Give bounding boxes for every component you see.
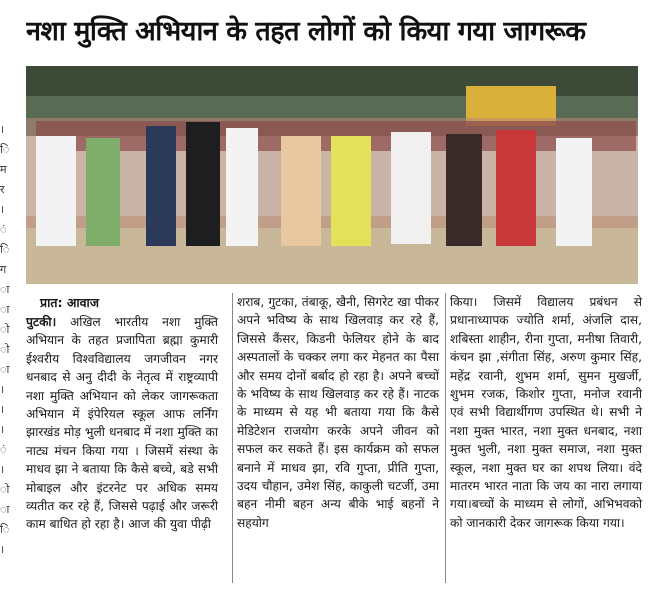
left-edge-clipped-text [0, 120, 10, 580]
group-photo-illustration [26, 66, 638, 284]
left-edge-char: ि [0, 243, 10, 256]
left-edge-char: ि [0, 143, 10, 156]
lead-place: पुटकी। [26, 315, 57, 329]
left-edge-char: ि [0, 523, 10, 536]
left-edge-char: । [0, 543, 5, 556]
left-edge-char: । [0, 403, 5, 416]
left-edge-char: ं [0, 223, 7, 236]
left-edge-char: ो [0, 483, 10, 496]
left-edge-char: । [0, 203, 5, 216]
article-text-3: किया। जिसमें विद्यालय प्रबंधन से प्रधानाध्यापक ज्योति शर्मा, अंजलि दास, शबिस्ता शाहीन, रीना गुप्ता, मनीषा तिवारी, कंचन झा ,संगीता सिंह, अरुण कुमार सिंह, महेंद्र रवानी, शुभम शर्मा, सुमन मुखर्जी, शुभम रजक, किशोर गुप्ता, मनोज रवानी एवं सभी विद्यार्थीगण उपस्थित थे। सभी ने नशा मुक्त भारत, नशा मुक्त धनबाद, नशा मुक्त भुली, नशा मुक्त समाज, नशा मुक्त स्कूल, नशा मुक्त घर का शपथ लिया। वंदे मातरम भारत नाता कि जय का नारा लगाया गया।बच्चों के माध्यम से लोगों, अभिभवको को जानकारी देकर जागरूक किया गया। [450, 295, 642, 530]
article-text-2: शराब, गुटका, तंबाकू, खैनी, सिगरेट खा पीकर अपने भविष्य के साथ खिलवाड़ कर रहे हैं, जिससे कैंसर, किडनी फेलियर होने के बाद अस्पतालों के चक्कर लगा कर मेहनत का पैसा और समय दोनों बर्बाद हो रहा है। अपने बच्चों के भविष्य के साथ खिलवाड़ कर रहे हैं। नाटक के माध्यम से यह भी बताया गया कि कैसे मेडिटेशन राजयोग करके अपने जीवन को सफल कर सकते हैं। इस कार्यक्रम को सफल बनाने में माधव झा, रवि गुप्ता, प्रीति गुप्ता, उदय चौहान, उमेश सिंह, काकुली चटर्जी, उमा बहन नीमी बहन अन्य बीके भाई बहनों ने सहयोग [237, 295, 439, 530]
article-column-2 [232, 293, 439, 583]
headline: नशा मुक्ति अभियान के तहत लोगों को किया गया जागरूक [26, 16, 586, 47]
left-edge-char: ा [0, 503, 10, 516]
article-body-1: अखिल भारतीय नशा मुक्ति अभियान के तहत प्रजापिता ब्रह्मा कुमारी ईश्वरीय विश्वविद्यालय जगजीवन नगर धनबाद से अनु दीदी के नेतृत्व में राष्ट्रव्यापी नशा मुक्ति अभियान को लेकर जागरूकता अभियान में इंपेरियल स्कूल आफ लर्निंग झारखंड मोड़ भुली धनबाद में नशा मुक्ति का नाट्य मंचन किया गया । जिसमें संस्था के माधव झा ने बताया कि कैसे बच्चे, बडे सभी मोबाइल और इंटरनेट पर अधिक समय व्यतीत कर रहे हैं, जिससे पढ़ाई और जरूरी काम बाधित हो रहा है। आज की युवा पीढ़ी [26, 315, 218, 532]
left-edge-char: ा [0, 303, 10, 316]
left-edge-char: ो [0, 343, 10, 356]
left-edge-char: । [0, 463, 5, 476]
article-column-1 [26, 293, 218, 534]
left-edge-char: ं [0, 443, 7, 456]
article-text-1 [26, 313, 218, 534]
left-edge-char: । [0, 383, 5, 396]
left-edge-char: ा [0, 363, 10, 376]
left-edge-char: ो [0, 323, 10, 336]
news-photo [26, 66, 638, 284]
left-edge-char: ा [0, 283, 10, 296]
left-edge-char: । [0, 123, 5, 136]
left-edge-char: । [0, 423, 5, 436]
left-edge-char: म [0, 163, 7, 176]
dateline: प्रात: आवाज [40, 295, 100, 310]
left-edge-char: र [0, 183, 5, 196]
left-edge-char: ग [0, 263, 7, 276]
article-column-3 [445, 293, 642, 583]
